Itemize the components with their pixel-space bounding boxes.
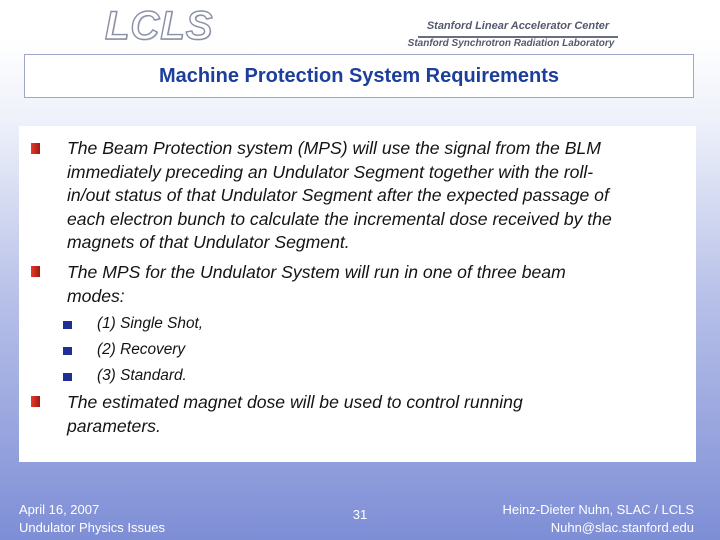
bullet-1-line: immediately preceding an Undulator Segment together with the roll- [67,161,594,182]
bullet-3-line: The estimated magnet dose will be used to control running [67,392,523,412]
title-box [24,54,694,98]
footer-left [19,501,165,537]
bullet-1-icon [31,143,40,154]
footer-event: Undulator Physics Issues [19,520,165,535]
org-line-1: Stanford Linear Accelerator Center [418,16,618,38]
bullet-1-line: each electron bunch to calculate the incremental dose received by the [67,208,612,229]
footer-email: Nuhn@slac.stanford.edu [550,520,694,535]
sub-item-3: (3) Standard. [97,367,187,384]
sub-item-2: (2) Recovery [97,341,186,358]
bullet-2-line: modes: [67,285,125,306]
bullet-3-text [67,391,523,438]
bullet-2-text [67,261,566,308]
bullet-1-line: magnets of that Undulator Segment. [67,232,350,252]
bullet-1-line: in/out status of that Undulator Segment after the expected passage of [67,185,609,205]
bullet-1-line: The Beam Protection system (MPS) will use the signal from the BLM [67,138,601,158]
page-number: 31 [352,507,368,522]
bullet-2-icon [31,266,40,277]
lcls-logo: LCLS [105,4,214,48]
footer-right [503,501,694,537]
org-line-2: Stanford Synchrotron Radiation Laboratory [407,38,615,49]
footer-date: April 16, 2007 [19,502,100,517]
content-area [19,126,696,462]
sub-bullet-3-icon [63,373,72,381]
bullet-1-text [67,137,612,255]
bullet-3-line: parameters. [67,415,161,436]
bullet-3-icon [31,396,40,407]
sub-item-1: (1) Single Shot, [97,315,204,332]
slide-header [0,0,720,52]
sub-bullet-1-icon [63,321,72,329]
sub-bullet-2-icon [63,347,72,355]
bullet-2-line: The MPS for the Undulator System will run in one of three beam [67,262,566,282]
footer-author: Heinz-Dieter Nuhn, SLAC / LCLS [502,502,694,517]
slide-title: Machine Protection System Requirements [158,65,560,87]
